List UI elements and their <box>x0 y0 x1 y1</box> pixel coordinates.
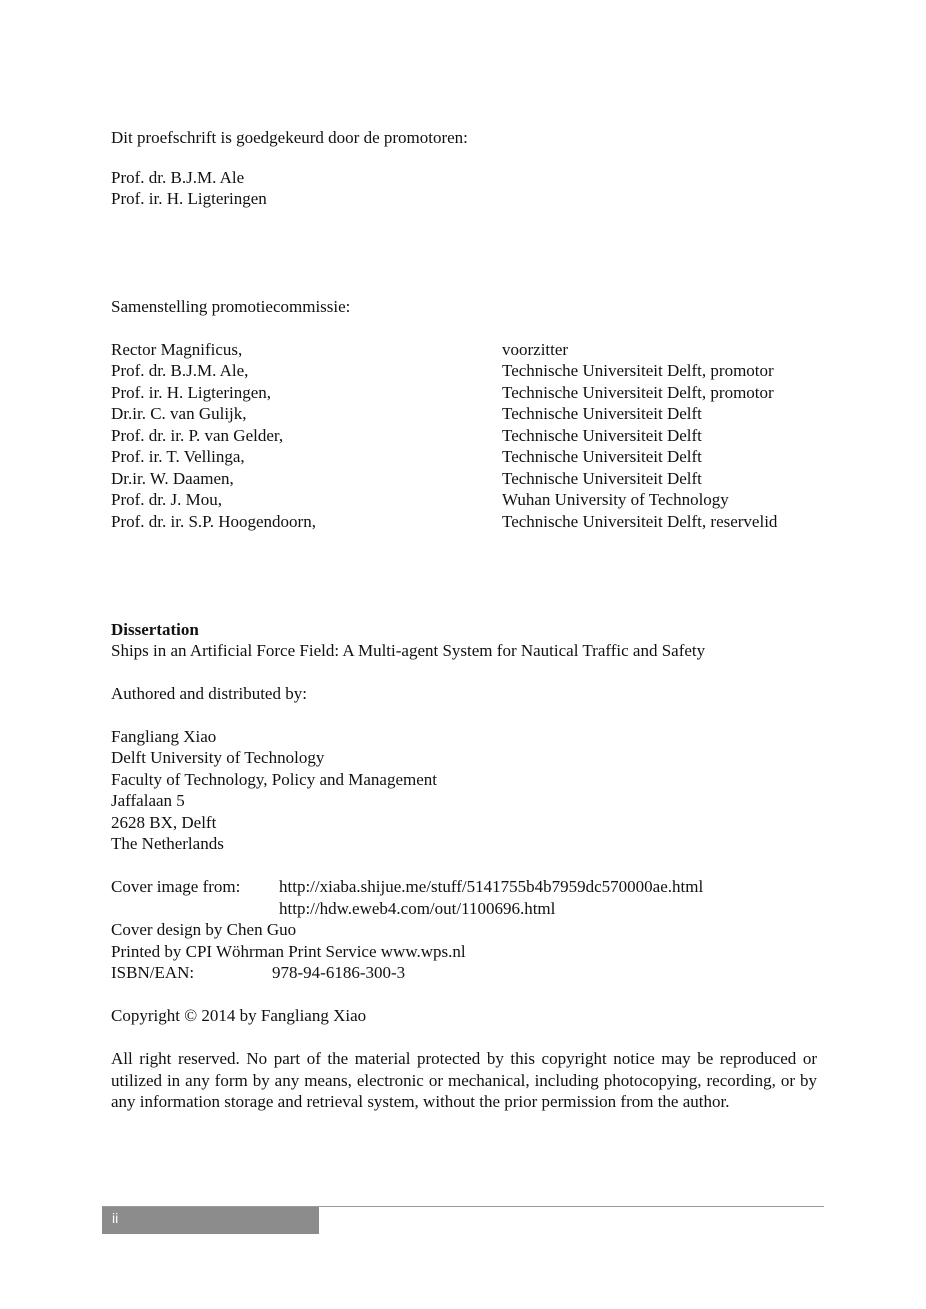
cover-url-2: http://hdw.eweb4.com/out/1100696.html <box>279 899 556 918</box>
committee-row <box>111 489 729 511</box>
copyright-line: Copyright © 2014 by Fangliang Xiao <box>111 1006 367 1025</box>
member-name: Prof. dr. ir. P. van Gelder, <box>111 426 284 445</box>
author-faculty: Faculty of Technology, Policy and Management <box>111 770 437 789</box>
committee-row <box>111 468 702 490</box>
member-role: Technische Universiteit Delft <box>502 404 702 423</box>
footer-page-tab <box>102 1207 319 1234</box>
committee-row <box>111 403 702 425</box>
member-role: Technische Universiteit Delft <box>502 469 702 488</box>
member-name: Prof. dr. J. Mou, <box>111 490 222 509</box>
committee-row <box>111 425 702 447</box>
cover-design: Cover design by Chen Guo <box>111 920 297 939</box>
author-country: The Netherlands <box>111 834 224 853</box>
copyright-notice: All right reserved. No part of the material protected by this copyright notice may be reproduced or utilized in any form by any means, electronic or mechanical, including photocopying, recording, or by any information storage and retrieval system, without the prior permission from the author. <box>111 1049 817 1111</box>
dissertation-title: Ships in an Artificial Force Field: A Multi-agent System for Nautical Traffic and Safety <box>111 641 706 660</box>
member-role: Technische Universiteit Delft, reservelid <box>502 512 778 531</box>
dissertation-label: Dissertation <box>111 620 199 639</box>
author-university: Delft University of Technology <box>111 748 325 767</box>
promotor-2: Prof. ir. H. Ligteringen <box>111 189 267 208</box>
member-role: voorzitter <box>502 340 569 359</box>
cover-url-1: http://xiaba.shijue.me/stuff/5141755b4b7959dc570000ae.html <box>279 877 704 896</box>
member-name: Prof. ir. H. Ligteringen, <box>111 383 272 402</box>
author-street: Jaffalaan 5 <box>111 791 185 810</box>
committee-row <box>111 511 778 533</box>
author-name: Fangliang Xiao <box>111 727 217 746</box>
cover-image-label: Cover image from: <box>111 877 241 896</box>
authored-intro: Authored and distributed by: <box>111 684 307 703</box>
isbn-label: ISBN/EAN: <box>111 963 195 982</box>
committee-row <box>111 339 569 361</box>
isbn-value: 978-94-6186-300-3 <box>272 963 406 982</box>
isbn-row <box>111 962 406 984</box>
committee-heading: Samenstelling promotiecommissie: <box>111 297 351 316</box>
member-name: Dr.ir. C. van Gulijk, <box>111 404 247 423</box>
promotor-1: Prof. dr. B.J.M. Ale <box>111 168 245 187</box>
printed-by: Printed by CPI Wöhrman Print Service www.wps.nl <box>111 942 466 961</box>
approval-statement: Dit proefschrift is goedgekeurd door de promotoren: <box>111 128 468 147</box>
member-name: Dr.ir. W. Daamen, <box>111 469 234 488</box>
member-role: Technische Universiteit Delft, promotor <box>502 383 774 402</box>
member-name: Prof. dr. B.J.M. Ale, <box>111 361 249 380</box>
member-role: Technische Universiteit Delft <box>502 426 702 445</box>
committee-row <box>111 382 774 404</box>
member-name: Prof. dr. ir. S.P. Hoogendoorn, <box>111 512 316 531</box>
committee-row <box>111 360 774 382</box>
member-role: Technische Universiteit Delft, promotor <box>502 361 774 380</box>
member-role: Wuhan University of Technology <box>502 490 729 509</box>
member-name: Prof. ir. T. Vellinga, <box>111 447 245 466</box>
committee-row <box>111 446 702 468</box>
author-city: 2628 BX, Delft <box>111 813 217 832</box>
page-number: ii <box>112 1210 119 1226</box>
member-role: Technische Universiteit Delft <box>502 447 702 466</box>
cover-image-row <box>111 876 704 898</box>
member-name: Rector Magnificus, <box>111 340 243 359</box>
